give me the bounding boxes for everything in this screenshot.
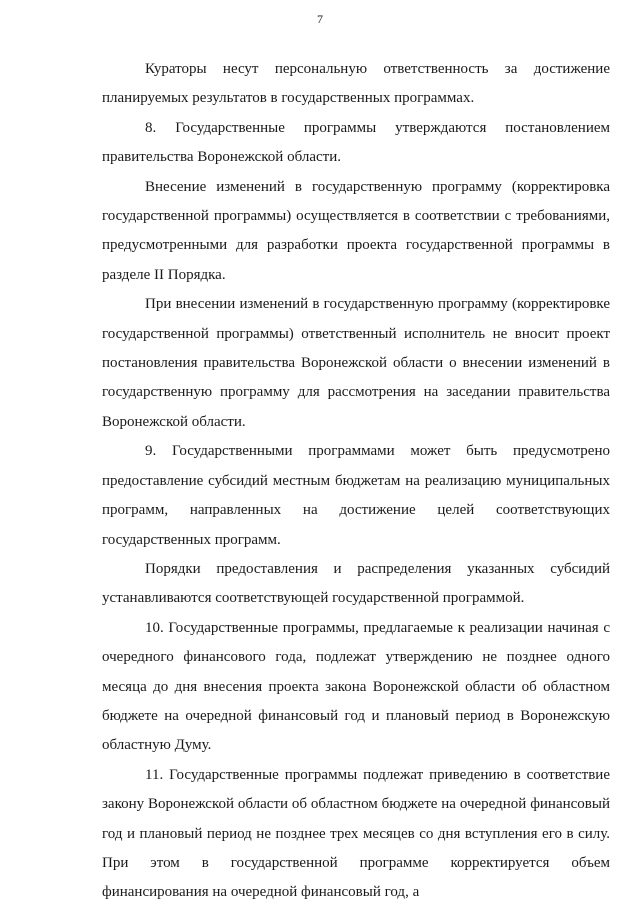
paragraph-item-10: 10. Государственные программы, предлагаемые к реализации начиная с очередного финансового года, подлежат утверждению не позднее одного месяца до дня внесения проекта закона Воронежской области об областном бюджете на очередной финансовый год и плановый период в Воронежскую областную Думу. <box>102 619 610 754</box>
paragraph-item-11: 11. Государственные программы подлежат приведению в соответствие закону Воронежской области об областном бюджете на очередной финансовый год и плановый период не позднее трех месяцев со дня вступления его в силу. При этом в государственной программе корректируется объем финансирования на очередной финансовый год, а <box>102 766 610 901</box>
paragraph-amendments: Внесение изменений в государственную программу (корректировка государственной программы) осуществляется в соответствии с требованиями, предусмотренными для разработки проекта государственной программы в разделе II Порядка. <box>102 178 610 283</box>
paragraph-item-9: 9. Государственными программами может быть предусмотрено предоставление субсидий местным бюджетам на реализацию муниципальных программ, направленных на достижение целей соответствующих государственных программ. <box>102 443 610 548</box>
paragraph-item-8: 8. Государственные программы утверждаются постановлением правительства Воронежской области. <box>102 119 610 166</box>
paragraph-curators: Кураторы несут персональную ответственность за достижение планируемых результатов в государственных программах. <box>102 61 610 107</box>
page-number: 7 <box>317 12 323 26</box>
document-body <box>102 55 610 908</box>
paragraph-subsidy-procedures: Порядки предоставления и распределения указанных субсидий устанавливаются соответствующей государственной программой. <box>102 560 610 607</box>
paragraph-amendment-procedure: При внесении изменений в государственную программу (корректировке государственной программы) ответственный исполнитель не вносит проект постановления правительства Воронежской области о внесении изменений в государственную программу для рассмотрения на заседании правительства Воронежской области. <box>102 296 610 430</box>
